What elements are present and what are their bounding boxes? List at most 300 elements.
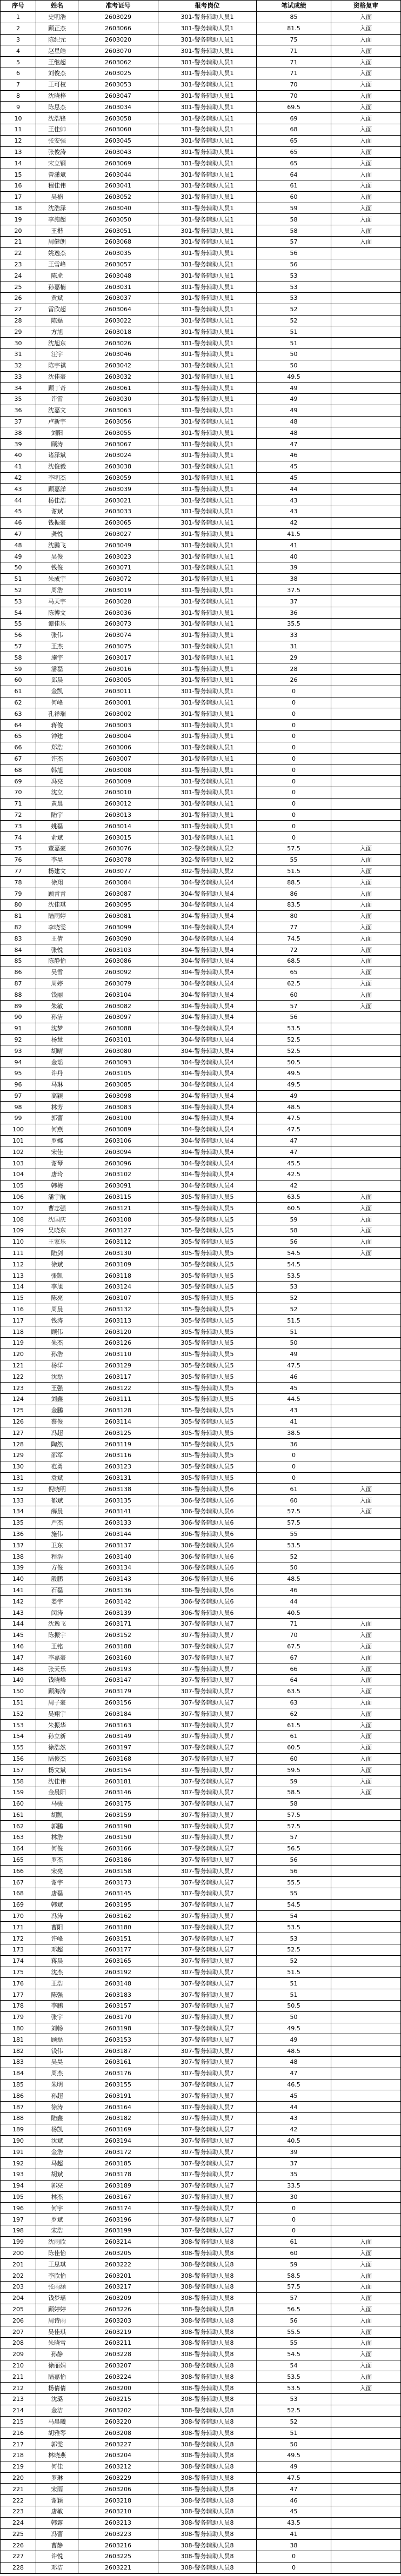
table-row	[1, 372, 401, 383]
candidate-name: 何峰	[36, 697, 78, 709]
row-number: 64	[1, 720, 36, 731]
row-number: 215	[1, 2417, 36, 2428]
exam-id: 2603140	[78, 1551, 158, 1562]
position: 301-警务辅助人员1	[158, 619, 257, 630]
exam-id: 2603102	[78, 1169, 158, 1180]
table-row	[1, 1495, 401, 1506]
table-row	[1, 461, 401, 473]
row-number: 76	[1, 855, 36, 866]
row-number: 223	[1, 2506, 36, 2518]
table-row	[1, 787, 401, 799]
written-score: 43.5	[257, 2518, 331, 2529]
position: 304-警务辅助人员4	[158, 1012, 257, 1023]
candidate-name: 王楷	[36, 225, 78, 237]
row-number: 157	[1, 1765, 36, 1776]
candidate-name: 陈磊	[36, 316, 78, 327]
table-row	[1, 214, 401, 225]
exam-id: 2603208	[78, 2427, 158, 2439]
position: 305-警务辅助人员5	[158, 1248, 257, 1259]
position: 307-警务辅助人员7	[158, 1641, 257, 1653]
review-status	[331, 1146, 401, 1158]
exam-id: 2603135	[78, 1495, 158, 1506]
candidate-name: 金晨阳	[36, 1787, 78, 1799]
row-number: 111	[1, 1248, 36, 1259]
candidate-name: 徐翔	[36, 877, 78, 888]
written-score: 57.5	[257, 2282, 331, 2293]
review-status: 入面	[331, 888, 401, 900]
exam-id: 2603057	[78, 259, 158, 271]
row-number: 208	[1, 2338, 36, 2349]
position: 304-警务辅助人员4	[158, 1113, 257, 1124]
exam-id: 2603034	[78, 102, 158, 113]
row-number: 12	[1, 136, 36, 147]
written-score: 85	[257, 12, 331, 23]
review-status	[331, 383, 401, 394]
table-row	[1, 764, 401, 776]
row-number: 193	[1, 2169, 36, 2181]
position: 308-警务辅助人员8	[158, 2383, 257, 2394]
exam-id: 2603212	[78, 2461, 158, 2473]
row-number: 52	[1, 585, 36, 596]
table-row	[1, 158, 401, 169]
row-number: 57	[1, 641, 36, 653]
written-score: 56	[257, 1866, 331, 1877]
written-score: 75	[257, 35, 331, 46]
review-status	[331, 2136, 401, 2147]
review-status	[331, 1417, 401, 1428]
table-row	[1, 439, 401, 450]
position: 301-警务辅助人员1	[158, 551, 257, 562]
candidate-name: 陈思杰	[36, 102, 78, 113]
exam-id: 2603119	[78, 1439, 158, 1450]
written-score: 59	[257, 1776, 331, 1787]
table-row	[1, 1765, 401, 1776]
written-score: 51	[257, 1978, 331, 1989]
candidate-name: 吴晓东	[36, 1225, 78, 1237]
table-row	[1, 1012, 401, 1023]
exam-id: 2603037	[78, 293, 158, 304]
table-row	[1, 1113, 401, 1124]
position: 301-警务辅助人员1	[158, 304, 257, 316]
written-score: 0	[257, 742, 331, 754]
candidate-name: 杨慧	[36, 1035, 78, 1046]
review-status: 入面	[331, 2237, 401, 2248]
candidate-name: 孙立新	[36, 1731, 78, 1742]
review-status: 入面	[331, 1630, 401, 1641]
candidate-name: 孙洁	[36, 1012, 78, 1023]
row-number: 92	[1, 1035, 36, 1046]
table-row	[1, 2192, 401, 2203]
position: 301-警务辅助人员1	[158, 394, 257, 405]
table-row	[1, 57, 401, 68]
position: 307-警务辅助人员7	[158, 1900, 257, 1911]
candidate-name: 李施超	[36, 214, 78, 225]
table-row	[1, 326, 401, 338]
position: 301-警务辅助人员1	[158, 529, 257, 540]
exam-id: 2603025	[78, 68, 158, 79]
table-row	[1, 225, 401, 237]
exam-id: 2603041	[78, 180, 158, 192]
exam-id: 2603087	[78, 888, 158, 900]
review-status: 入面	[331, 978, 401, 990]
review-status: 入面	[331, 1787, 401, 1799]
exam-id: 2603114	[78, 1417, 158, 1428]
table-row	[1, 1057, 401, 1068]
row-number: 178	[1, 2001, 36, 2012]
row-number: 217	[1, 2439, 36, 2450]
position: 301-警务辅助人员1	[158, 360, 257, 372]
position: 301-警务辅助人员1	[158, 697, 257, 709]
written-score: 40.5	[257, 2136, 331, 2147]
position: 307-警务辅助人员7	[158, 2102, 257, 2113]
exam-id: 2603012	[78, 799, 158, 810]
exam-id: 2603113	[78, 1315, 158, 1326]
position: 308-警务辅助人员8	[158, 2326, 257, 2338]
exam-id: 2603162	[78, 1911, 158, 1922]
position: 301-警务辅助人员1	[158, 136, 257, 147]
position: 308-警务辅助人员8	[158, 2450, 257, 2461]
written-score: 47	[257, 1146, 331, 1158]
position: 301-警务辅助人员1	[158, 821, 257, 832]
table-row	[1, 349, 401, 360]
written-score: 46.5	[257, 2079, 331, 2091]
table-row	[1, 1810, 401, 1821]
written-score: 56.5	[257, 1843, 331, 1855]
row-number: 129	[1, 1450, 36, 1461]
position: 308-警务辅助人员8	[158, 2562, 257, 2574]
exam-id: 2603156	[78, 1698, 158, 1709]
exam-id: 2603081	[78, 911, 158, 922]
row-number: 187	[1, 2102, 36, 2113]
candidate-name: 邓超	[36, 1944, 78, 1956]
table-row	[1, 1315, 401, 1326]
position: 308-警务辅助人员8	[158, 2405, 257, 2417]
written-score: 52.5	[257, 1045, 331, 1057]
position: 307-警务辅助人员7	[158, 1933, 257, 1944]
table-row	[1, 911, 401, 922]
table-row	[1, 2461, 401, 2473]
review-status	[331, 2203, 401, 2214]
written-score: 48	[257, 417, 331, 428]
row-number: 86	[1, 967, 36, 978]
position: 306-警务辅助人员6	[158, 1529, 257, 1540]
exam-id: 2603139	[78, 1607, 158, 1619]
position: 305-警务辅助人员5	[158, 1270, 257, 1282]
written-score: 45	[257, 461, 331, 473]
candidate-name: 杨凯	[36, 2124, 78, 2136]
written-score: 65	[257, 158, 331, 169]
exam-id: 2603044	[78, 169, 158, 180]
review-status	[331, 2124, 401, 2136]
candidate-name: 沈杰	[36, 1967, 78, 1978]
exam-id: 2603204	[78, 2450, 158, 2461]
written-score: 62	[257, 1708, 331, 1720]
table-row	[1, 2450, 401, 2461]
review-status	[331, 1304, 401, 1316]
candidate-name: 钱晓峰	[36, 1675, 78, 1686]
review-status	[331, 293, 401, 304]
candidate-name: 韩梅	[36, 1180, 78, 1192]
row-number: 200	[1, 2248, 36, 2259]
exam-id: 2603064	[78, 304, 158, 316]
position: 305-警务辅助人员5	[158, 1326, 257, 1338]
position: 305-警务辅助人员5	[158, 1461, 257, 1473]
table-row	[1, 2225, 401, 2237]
position: 301-警务辅助人员1	[158, 102, 257, 113]
review-status	[331, 1282, 401, 1293]
position: 306-警务辅助人员6	[158, 1495, 257, 1506]
row-number: 104	[1, 1169, 36, 1180]
review-status	[331, 349, 401, 360]
review-status: 入面	[331, 1641, 401, 1653]
table-row	[1, 2169, 401, 2181]
written-score: 54.5	[257, 1900, 331, 1911]
row-number: 172	[1, 1933, 36, 1944]
exam-id: 2603112	[78, 1237, 158, 1248]
written-score: 51	[257, 2427, 331, 2439]
table-row	[1, 1821, 401, 1832]
written-score: 57	[257, 237, 331, 248]
candidate-name: 金洁	[36, 2405, 78, 2417]
exam-id: 2603216	[78, 2540, 158, 2551]
review-status	[331, 1596, 401, 1607]
exam-id: 2603170	[78, 2012, 158, 2023]
position: 307-警务辅助人员7	[158, 1855, 257, 1866]
table-row	[1, 900, 401, 911]
row-number: 125	[1, 1405, 36, 1417]
review-status: 入面	[331, 956, 401, 967]
written-score: 49	[257, 1349, 331, 1360]
position: 307-警务辅助人员7	[158, 1843, 257, 1855]
row-number: 50	[1, 562, 36, 574]
table-row	[1, 405, 401, 417]
written-score: 57	[257, 2293, 331, 2304]
row-number: 117	[1, 1315, 36, 1326]
row-number: 53	[1, 596, 36, 607]
review-status	[331, 2057, 401, 2068]
exam-id: 2603196	[78, 2214, 158, 2225]
candidate-name: 陈亮	[36, 1293, 78, 1304]
written-score: 53	[257, 1282, 331, 1293]
row-number: 154	[1, 1731, 36, 1742]
exam-id: 2603052	[78, 192, 158, 203]
row-number: 17	[1, 192, 36, 203]
review-status: 入面	[331, 933, 401, 944]
candidate-name: 曹阳	[36, 1922, 78, 1933]
written-score: 44	[257, 484, 331, 495]
written-score: 60	[257, 2248, 331, 2259]
header-written-score: 笔试成绩	[257, 1, 331, 12]
candidate-name: 朱敏	[36, 1001, 78, 1012]
written-score: 44	[257, 2102, 331, 2113]
exam-id: 2603072	[78, 574, 158, 585]
candidate-name: 徐涛	[36, 2102, 78, 2113]
candidate-name: 罗琳	[36, 2473, 78, 2484]
table-row	[1, 2270, 401, 2282]
row-number: 198	[1, 2225, 36, 2237]
table-row	[1, 585, 401, 596]
position: 306-警务辅助人员6	[158, 1574, 257, 1585]
candidate-name: 沈逸飞	[36, 1619, 78, 1630]
review-status: 入面	[331, 23, 401, 35]
exam-id: 2603070	[78, 45, 158, 57]
review-status	[331, 405, 401, 417]
row-number: 63	[1, 708, 36, 720]
written-score: 53.5	[257, 1023, 331, 1035]
written-score: 40	[257, 551, 331, 562]
written-score: 54.5	[257, 1248, 331, 1259]
review-status: 入面	[331, 1495, 401, 1506]
row-number: 206	[1, 2315, 36, 2326]
position: 301-警务辅助人员1	[158, 574, 257, 585]
written-score: 36	[257, 1439, 331, 1450]
row-number: 144	[1, 1619, 36, 1630]
candidate-name: 何佳	[36, 2461, 78, 2473]
review-status	[331, 304, 401, 316]
candidate-name: 陈振宇	[36, 1630, 78, 1641]
exam-id: 2603086	[78, 956, 158, 967]
row-number: 40	[1, 450, 36, 461]
review-status	[331, 2495, 401, 2506]
position: 301-警务辅助人员1	[158, 349, 257, 360]
row-number: 62	[1, 697, 36, 709]
position: 305-警务辅助人员5	[158, 1338, 257, 1349]
review-status: 入面	[331, 68, 401, 79]
table-row	[1, 529, 401, 540]
candidate-name: 周晨	[36, 1304, 78, 1316]
position: 301-警务辅助人员1	[158, 281, 257, 293]
review-status: 入面	[331, 136, 401, 147]
candidate-name: 周子豪	[36, 1698, 78, 1709]
row-number: 38	[1, 427, 36, 439]
row-number: 98	[1, 1102, 36, 1113]
row-number: 149	[1, 1675, 36, 1686]
exam-id: 2603175	[78, 1799, 158, 1810]
exam-id: 2603060	[78, 124, 158, 136]
table-row	[1, 203, 401, 214]
row-number: 9	[1, 102, 36, 113]
table-row	[1, 574, 401, 585]
position: 301-警务辅助人员1	[158, 203, 257, 214]
exam-id: 2603107	[78, 1293, 158, 1304]
exam-id: 2603193	[78, 1663, 158, 1675]
written-score: 0	[257, 787, 331, 799]
table-row	[1, 776, 401, 787]
review-status	[331, 2417, 401, 2428]
exam-id: 2603136	[78, 1585, 158, 1596]
exam-id: 2603062	[78, 57, 158, 68]
table-row	[1, 1686, 401, 1698]
review-status	[331, 2450, 401, 2461]
candidate-name: 沈国庆	[36, 1214, 78, 1225]
exam-id: 2603224	[78, 2371, 158, 2383]
candidate-name: 许峰	[36, 1933, 78, 1944]
position: 301-警务辅助人员1	[158, 799, 257, 810]
row-number: 7	[1, 79, 36, 91]
review-status: 入面	[331, 1675, 401, 1686]
review-status: 入面	[331, 1225, 401, 1237]
written-score: 61.5	[257, 1720, 331, 1731]
written-score: 61	[257, 2237, 331, 2248]
exam-id: 2603095	[78, 900, 158, 911]
exam-id: 2603028	[78, 596, 158, 607]
candidate-name: 唐敏	[36, 2506, 78, 2518]
position: 307-警务辅助人员7	[158, 1922, 257, 1933]
candidate-name: 张凯	[36, 1270, 78, 1282]
row-number: 192	[1, 2158, 36, 2169]
row-number: 69	[1, 776, 36, 787]
header-review-status: 资格复审	[331, 1, 401, 12]
table-row	[1, 675, 401, 686]
table-row	[1, 832, 401, 843]
review-status: 入面	[331, 2360, 401, 2372]
exam-id: 2603040	[78, 203, 158, 214]
position: 308-警务辅助人员8	[158, 2439, 257, 2450]
written-score: 60	[257, 1754, 331, 1765]
candidate-name: 许丹	[36, 1068, 78, 1079]
row-number: 55	[1, 619, 36, 630]
row-number: 161	[1, 1810, 36, 1821]
table-row	[1, 1866, 401, 1877]
position: 304-警务辅助人员4	[158, 967, 257, 978]
position: 301-警务辅助人员1	[158, 764, 257, 776]
row-number: 210	[1, 2360, 36, 2372]
position: 308-警务辅助人员8	[158, 2540, 257, 2551]
position: 308-警务辅助人员8	[158, 2270, 257, 2282]
exam-id: 2603138	[78, 1484, 158, 1495]
written-score: 59.5	[257, 1765, 331, 1776]
exam-id: 2603191	[78, 2090, 158, 2102]
exam-id: 2603197	[78, 1742, 158, 1754]
position: 301-警务辅助人员1	[158, 731, 257, 742]
candidate-name: 曹静	[36, 2540, 78, 2551]
candidate-name: 姚逸杰	[36, 248, 78, 259]
row-number: 43	[1, 484, 36, 495]
exam-id: 2603192	[78, 1967, 158, 1978]
row-number: 24	[1, 270, 36, 281]
written-score: 56	[257, 2315, 331, 2326]
written-score: 77	[257, 922, 331, 934]
position: 307-警务辅助人员7	[158, 1630, 257, 1641]
table-row	[1, 1754, 401, 1765]
candidate-name: 刘畅	[36, 2023, 78, 2035]
row-number: 16	[1, 180, 36, 192]
written-score: 50	[257, 1338, 331, 1349]
row-number: 81	[1, 911, 36, 922]
written-score: 39	[257, 562, 331, 574]
table-row	[1, 2124, 401, 2136]
written-score: 51	[257, 1989, 331, 2001]
candidate-name: 吴楠	[36, 192, 78, 203]
written-score: 47	[257, 2068, 331, 2079]
review-status: 入面	[331, 158, 401, 169]
written-score: 70	[257, 91, 331, 102]
written-score: 50	[257, 360, 331, 372]
written-score: 71	[257, 45, 331, 57]
written-score: 54	[257, 2360, 331, 2372]
exam-id: 2603184	[78, 1708, 158, 1720]
review-status: 入面	[331, 225, 401, 237]
review-status: 入面	[331, 2315, 401, 2326]
position: 307-警务辅助人员7	[158, 1911, 257, 1922]
candidate-name: 陆俊杰	[36, 1754, 78, 1765]
table-row	[1, 1259, 401, 1270]
written-score: 0	[257, 832, 331, 843]
candidate-name: 诸泽斌	[36, 450, 78, 461]
review-status	[331, 619, 401, 630]
candidate-name: 杨倩倩	[36, 2383, 78, 2394]
exam-id: 2603103	[78, 944, 158, 956]
